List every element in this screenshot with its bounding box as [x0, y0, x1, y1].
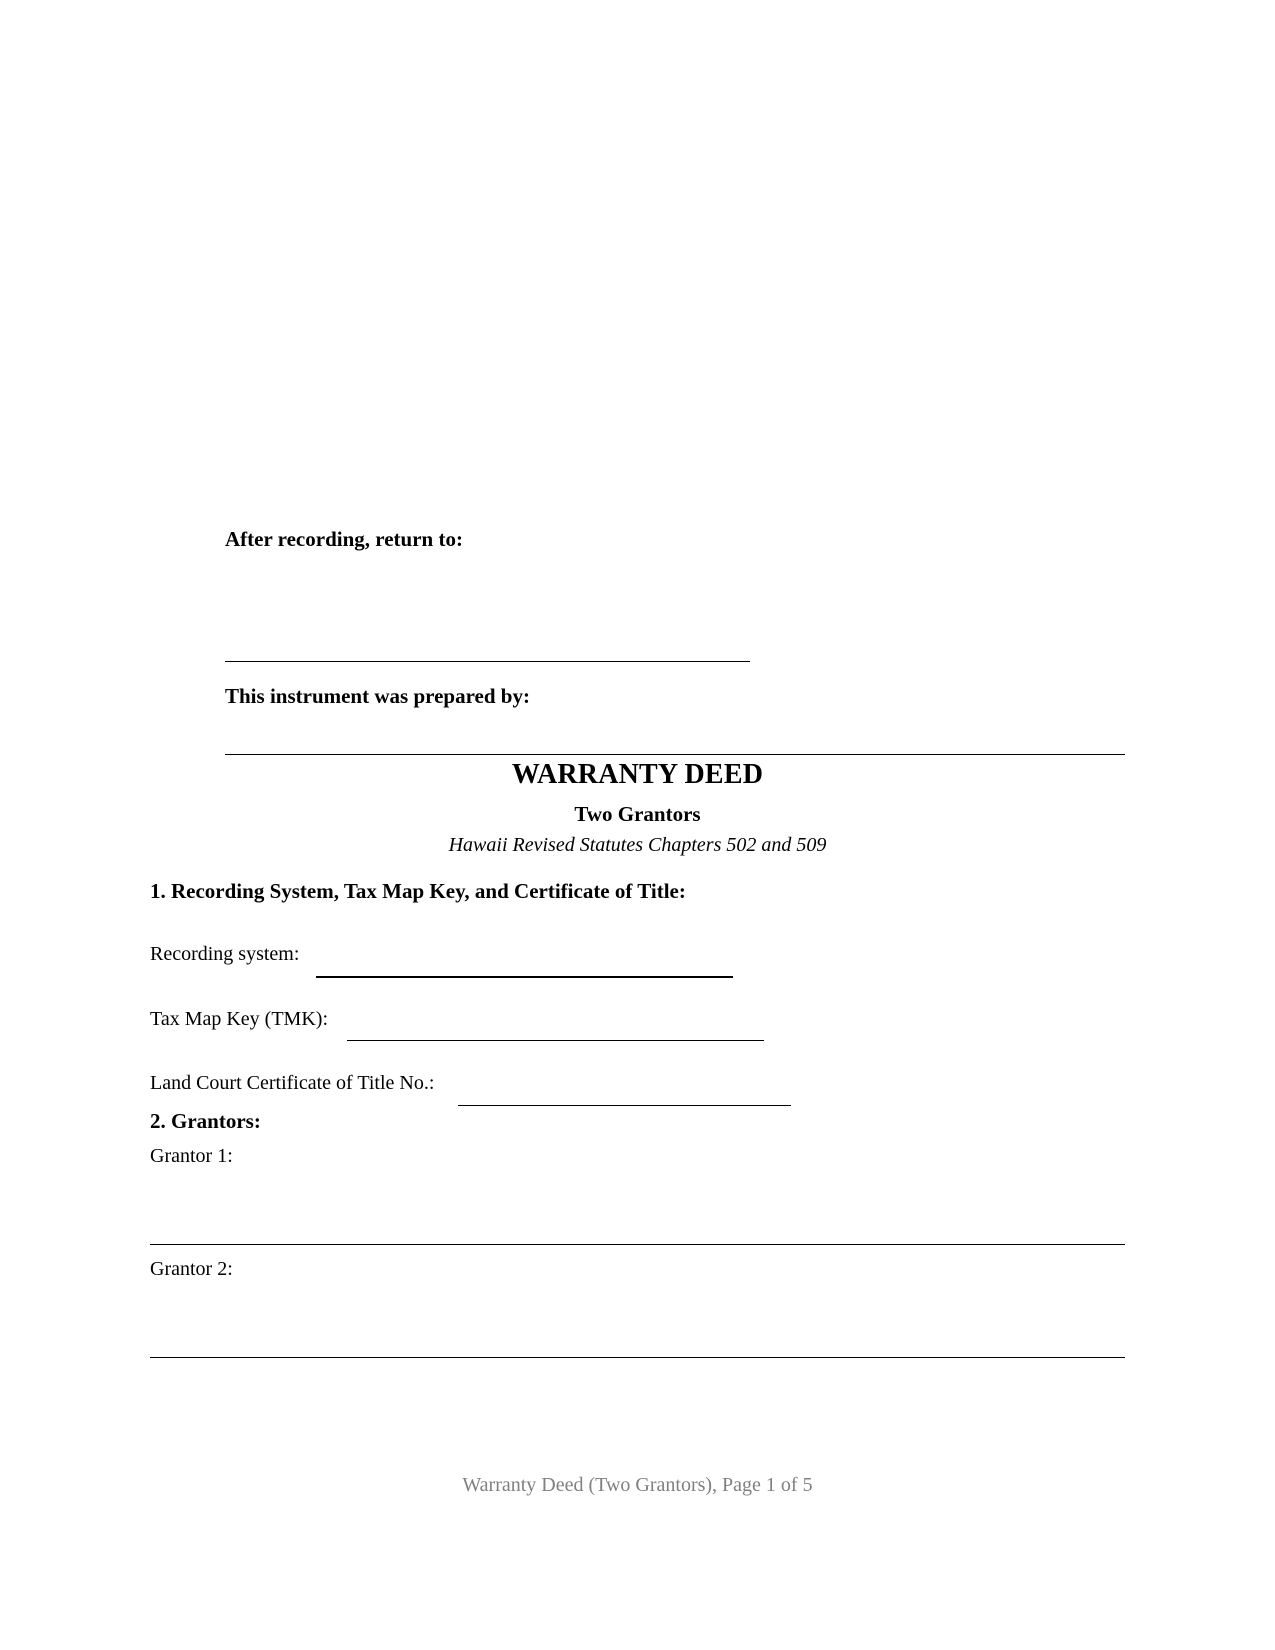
- document-subtitle: Two Grantors: [574, 802, 701, 826]
- recording-system-label: Recording system:: [150, 943, 300, 965]
- document-title: WARRANTY DEED: [511, 759, 764, 790]
- certificate-label: Land Court Certificate of Title No.:: [150, 1072, 435, 1094]
- tmk-label: Tax Map Key (TMK):: [150, 1008, 328, 1030]
- grantor-1-label: Grantor 1:: [150, 1145, 233, 1167]
- return-to-line[interactable]: [225, 661, 750, 662]
- section-1-heading: 1. Recording System, Tax Map Key, and Certificate of Title:: [150, 879, 686, 903]
- prepared-by-label: This instrument was prepared by:: [225, 684, 530, 708]
- tmk-field[interactable]: [347, 1040, 764, 1041]
- statute-reference: Hawaii Revised Statutes Chapters 502 and 509: [448, 834, 827, 856]
- grantor-2-field[interactable]: [150, 1357, 1125, 1358]
- header-divider: [225, 754, 1125, 755]
- certificate-field[interactable]: [458, 1105, 791, 1106]
- section-2-heading: 2. Grantors:: [150, 1109, 261, 1133]
- recording-system-field[interactable]: [316, 976, 733, 978]
- grantor-1-field[interactable]: [150, 1244, 1125, 1245]
- page-footer: Warranty Deed (Two Grantors), Page 1 of 5: [462, 1474, 813, 1496]
- grantor-2-label: Grantor 2:: [150, 1258, 233, 1280]
- return-to-label: After recording, return to:: [225, 527, 463, 551]
